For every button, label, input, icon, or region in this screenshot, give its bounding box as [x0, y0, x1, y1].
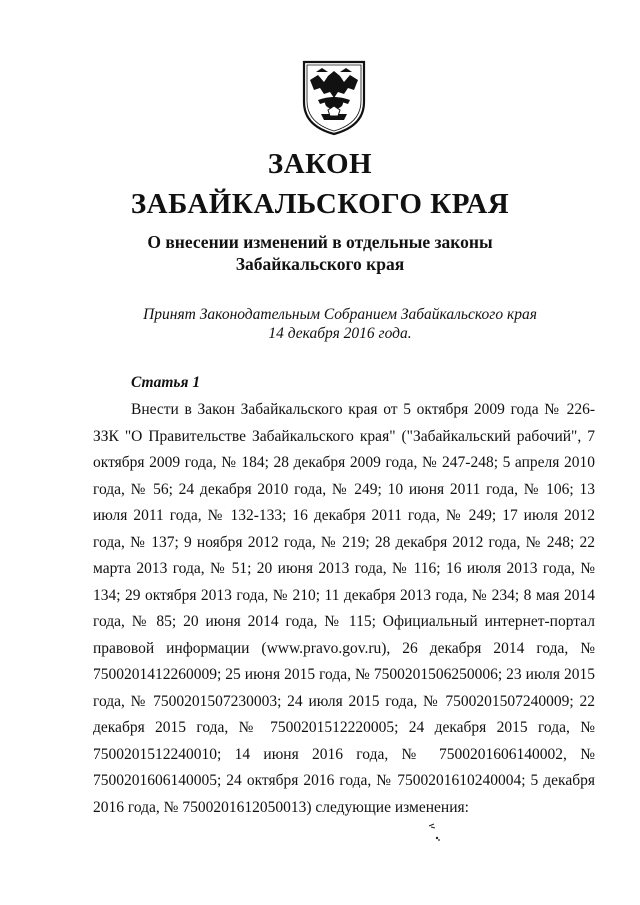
scan-marks	[425, 822, 455, 857]
adoption-note-line1: Принят Законодательным Собранием Забайкальского края	[143, 306, 537, 323]
coat-of-arms-icon	[298, 58, 370, 136]
law-subject-line2: Забайкальского края	[235, 254, 405, 274]
article-heading: Статья 1	[131, 374, 201, 391]
article-body: Внести в Закон Забайкальского края от 5 октября 2009 года № 226-ЗЗК "О Правительстве Забайкальского края" ("Забайкальский рабочий", 7 октября 2009 года, № 184; 28 декабря 2009 года, № 247-248; 5 апреля 2010 года, № 56; 24 декабря 2010 года, № 249; 10 июня 2011 года, № 106; 13 июля 2011 года, № 132-133; 16 декабря 2011 года, № 249; 17 июля 2012 года, № 137; 9 ноября 2012 года, № 219; 28 декабря 2012 года, № 248; 22 марта 2013 года, № 51; 20 июня 2013 года, № 116; 16 июля 2013 года, № 134; 29 октября 2013 года, № 210; 11 декабря 2013 года, № 234; 8 мая 2014 года, № 85; 20 июня 2014 года, № 115; Официальный интернет-портал правовой информации (www.pravo.gov.ru), 26 декабря 2014 года, № 7500201412260009; 25 июня 2015 года, № 7500201506250006; 23 июля 2015 года, № 7500201507230003; 24 июля 2015 года, № 7500201507240009; 22 декабря 2015 года, № 7500201512220005; 24 декабря 2015 года, № 7500201512240010; 14 июня 2016 года, № 7500201606140002, № 7500201606140005; 24 октября 2016 года, № 7500201610240004; 5 декабря 2016 года, № 7500201612050013) следующие изменения:	[93, 401, 595, 816]
law-title: ЗАКОН	[267, 148, 373, 180]
law-region-title: ЗАБАЙКАЛЬСКОГО КРАЯ	[130, 188, 510, 220]
adoption-date: 14 декабря 2016 года.	[268, 325, 412, 342]
law-subject-line1: О внесении изменений в отдельные законы	[147, 232, 493, 252]
